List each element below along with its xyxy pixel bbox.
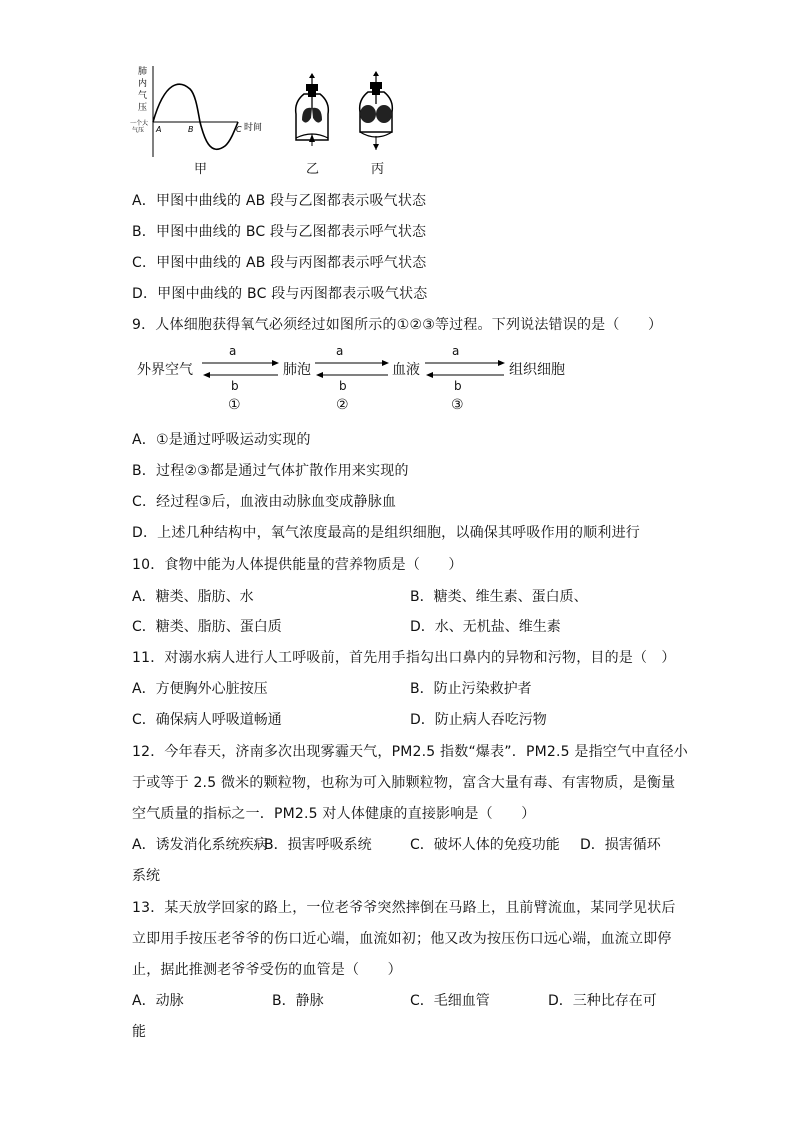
q12-option-d-continued: 系统 (132, 868, 160, 884)
node-tissue-cell: 组织细胞 (509, 362, 565, 378)
q11-option-d: D．防止病人吞吃污物 (410, 712, 547, 728)
q11-option-c: C．确保病人呼吸道畅通 (132, 712, 282, 728)
q11-option-a: A．方便胸外心脏按压 (132, 681, 268, 697)
q13-option-c: C．毛细血管 (410, 993, 490, 1009)
step-2-label: ② (336, 397, 349, 413)
arrow-label-b: b (231, 379, 239, 393)
arrow-label-b: b (339, 379, 347, 393)
caption-yi: 乙 (306, 162, 320, 177)
node-alveoli: 肺泡 (283, 362, 311, 378)
q9-option-a: A．①是通过呼吸运动实现的 (132, 432, 311, 448)
arrow-label-a: a (336, 344, 344, 358)
q9-option-d: D．上述几种结构中，氧气浓度最高的是组织细胞，以确保其呼吸作用的顺利进行 (132, 525, 640, 541)
q13-stem-line-3: 止，据此推测老爷爷受伤的血管是（ ） (132, 962, 402, 978)
arrow-label-a: a (452, 344, 460, 358)
q9-stem: 9．人体细胞获得氧气必须经过如图所示的①②③等过程。下列说法错误的是（ ） (132, 317, 663, 333)
q8-option-b: B．甲图中曲线的 BC 段与乙图都表示呼气状态 (132, 224, 427, 240)
svg-text:气压: 气压 (132, 127, 145, 134)
q8-option-a: A．甲图中曲线的 AB 段与乙图都表示吸气状态 (132, 193, 427, 209)
q12-stem-line-3: 空气质量的指标之一．PM2.5 对人体健康的直接影响是（ ） (132, 806, 536, 822)
caption-bing: 丙 (371, 162, 385, 177)
svg-text:内: 内 (138, 79, 148, 89)
q9-option-c: C．经过程③后，血液由动脉血变成静脉血 (132, 494, 397, 510)
q12-option-c: C．破坏人体的免疫功能 (410, 837, 560, 853)
figure-yi-bell-jar (290, 72, 334, 152)
q13-stem-line-2: 立即用手按压老爷爷的伤口近心端，血流如初；他又改为按压伤口远心端，血流立即停 (132, 931, 672, 947)
point-c-label: C (236, 125, 242, 134)
node-outside-air: 外界空气 (137, 362, 193, 378)
q12-stem-line-2: 于或等于 2.5 微米的颗粒物，也称为可入肺颗粒物，富含大量有毒、有害物质，是衡量 (132, 775, 676, 791)
q12-option-a: A．诱发消化系统疾病 (132, 837, 268, 853)
q8-option-c: C．甲图中曲线的 AB 段与丙图都表示呼气状态 (132, 255, 427, 271)
q10-option-a: A．糖类、脂肪、水 (132, 589, 254, 605)
q10-option-c: C．糖类、脂肪、蛋白质 (132, 619, 282, 635)
q8-option-d: D．甲图中曲线的 BC 段与丙图都表示吸气状态 (132, 286, 428, 302)
q13-option-d: D．三种比存在可 (548, 993, 657, 1009)
q12-option-b: B．损害呼吸系统 (264, 837, 372, 853)
svg-text:气: 气 (138, 91, 148, 101)
q13-option-d-continued: 能 (132, 1024, 146, 1040)
q9-option-b: B．过程②③都是通过气体扩散作用来实现的 (132, 463, 409, 479)
arrow-label-a: a (229, 344, 237, 358)
q12-stem-line-1: 12．今年春天，济南多次出现雾霾天气，PM2.5 指数“爆表”．PM2.5 是指空气中直径小 (132, 744, 688, 760)
svg-text:压: 压 (138, 103, 148, 113)
caption-jia: 甲 (194, 162, 208, 177)
arrow-label-b: b (454, 379, 462, 393)
svg-text:一个大: 一个大 (130, 120, 149, 127)
q11-stem: 11．对溺水病人进行人工呼吸前，首先用手指勾出口鼻内的异物和污物，目的是（ ） (132, 650, 676, 666)
point-a-label: A (156, 125, 162, 134)
step-1-label: ① (228, 397, 241, 413)
q10-option-d: D．水、无机盐、维生素 (410, 619, 561, 635)
figure-jia-graph (130, 62, 270, 162)
q10-stem: 10．食物中能为人体提供能量的营养物质是（ ） (132, 557, 463, 573)
q10-option-b: B．糖类、维生素、蛋白质、 (410, 589, 588, 605)
step-3-label: ③ (451, 397, 464, 413)
q9-gas-exchange-diagram (132, 342, 592, 417)
y-axis-label-1: 肺 (138, 67, 148, 77)
q13-stem-line-1: 13．某天放学回家的路上，一位老爷爷突然摔倒在马路上，且前臂流血，某同学见状后 (132, 900, 676, 916)
figure-bing-bell-jar (354, 70, 398, 152)
node-blood: 血液 (392, 362, 420, 378)
point-b-label: B (188, 125, 194, 134)
q13-option-b: B．静脉 (272, 993, 324, 1009)
q13-option-a: A．动脉 (132, 993, 184, 1009)
q12-option-d: D．损害循环 (580, 837, 661, 853)
q11-option-b: B．防止污染救护者 (410, 681, 532, 697)
x-axis-label: 时间 (244, 123, 263, 133)
